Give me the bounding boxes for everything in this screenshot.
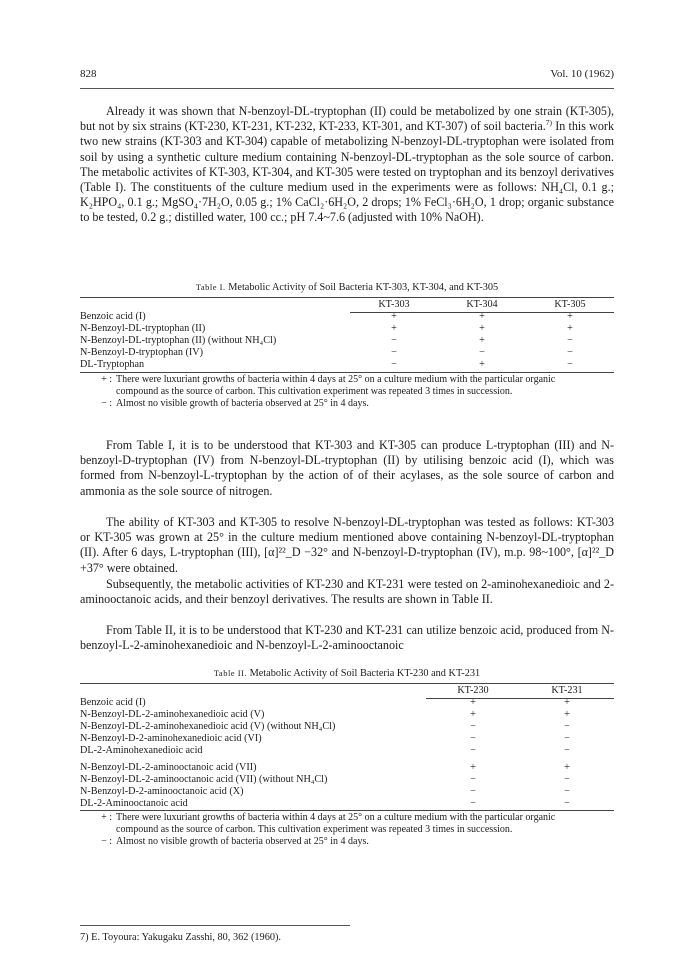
- paragraph-intro: [80, 104, 614, 226]
- cell: −: [470, 774, 476, 785]
- row-label: N-Benzoyl-DL-2-aminooctanoic acid (VII) (without NH₄Cl): [80, 774, 328, 785]
- cell: −: [564, 745, 570, 756]
- paragraph-2: From Table I, it is to be understood that KT-303 and KT-305 can produce L-tryptophan (III) and N-benzoyl-D-tryptophan (IV) from N-benzoyl-DL-tryptophan (II) by utilising benzoic acid (I), which was formed from N-benzoyl-L-tryptophan by the action of of their acylases, as the sole source of carbon and ammonia as the sole source of nitrogen.: [80, 438, 614, 498]
- cell: +: [391, 323, 397, 334]
- cell: −: [470, 745, 476, 756]
- table2-bottom-rule: [80, 810, 614, 811]
- row-label: DL-2-Aminohexanedioic acid: [80, 745, 203, 756]
- cell: −: [567, 335, 573, 346]
- table-row: [80, 786, 614, 798]
- cell: −: [564, 786, 570, 797]
- row-label: N-Benzoyl-DL-tryptophan (II) (without NH₄Cl): [80, 335, 277, 346]
- cell: +: [470, 762, 476, 773]
- table2-caption: [80, 668, 614, 679]
- table-row: [80, 774, 614, 786]
- footnote: 7) E. Toyoura: Yakugaku Zasshi, 80, 362 (1960).: [80, 932, 282, 943]
- table2-notes: [80, 812, 614, 849]
- cell: −: [391, 335, 397, 346]
- table2: [80, 684, 614, 810]
- note-symbol: + :: [101, 812, 112, 823]
- row-label: N-Benzoyl-DL-2-aminooctanoic acid (VII): [80, 762, 257, 773]
- intro-text-cont: In this work two new strains (KT-303 and KT-304) capable of metabolizing N-benzoyl-DL-tryptophan were isolated from soil by using a synthetic culture medium containing N-benzoyl-DL-tryptophan as the sole source of carbon. The metabolic activites of KT-303, KT-304, and KT-305 were tested on tryptophan and its benzoyl derivatives (Table I). The constituents of the culture medium used in the experiments were as follows: NH₄Cl, 0.1 g.; K₂HPO₄, 0.1 g.; MgSO₄·7H₂O, 0.05 g.; 1% CaCl₂·6H₂O, 2 drops; 1% FeCl₃·6H₂O, 1 drop; organic substance to be tested, 0.2 g.; distilled water, 100 cc.; pH 7.4~7.6 (adjusted with 10% NaOH).: [80, 119, 614, 225]
- cell: +: [479, 359, 485, 370]
- table-row: [80, 347, 614, 359]
- cell: −: [564, 733, 570, 744]
- row-label: DL-Tryptophan: [80, 359, 145, 370]
- reference-marker: 7): [545, 118, 553, 128]
- row-label: DL-2-Aminooctanoic acid: [80, 798, 188, 809]
- row-label: N-Benzoyl-DL-tryptophan (II): [80, 323, 206, 334]
- row-label: N-Benzoyl-DL-2-aminohexanedioic acid (V) (without NH₄Cl): [80, 721, 336, 732]
- row-label: Benzoic acid (I): [80, 311, 146, 322]
- cell: +: [564, 762, 570, 773]
- table-row: [80, 757, 614, 774]
- cell: +: [479, 323, 485, 334]
- paragraph-4: Subsequently, the metabolic activities of KT-230 and KT-231 were tested on 2-aminohexanedioic and 2-aminooctanoic acids, and their benzoyl derivatives. The results are shown in Table II.: [80, 577, 614, 607]
- table-note: [80, 812, 614, 836]
- table1-header-rule: [350, 312, 614, 313]
- cell: −: [391, 359, 397, 370]
- table-note: [80, 836, 614, 848]
- intro-text: Already it was shown that N-benzoyl-DL-tryptophan (II) could be metabolized by one strain (KT-305), but not by six strains (KT-230, KT-231, KT-232, KT-233, KT-301, and KT-307) of soil bacteria.: [80, 104, 614, 134]
- cell: −: [567, 347, 573, 358]
- cell: −: [479, 347, 485, 358]
- table-row: [80, 335, 614, 347]
- cell: −: [564, 774, 570, 785]
- cell: −: [391, 347, 397, 358]
- table2-title: Metabolic Activity of Soil Bacteria KT-230 and KT-231: [249, 668, 481, 679]
- table1-col-header: KT-304: [466, 299, 498, 310]
- note-text: There were luxuriant growths of bacteria within 4 days at 25° on a culture medium with the particular organic compound as the source of carbon. This cultivation experiment was repeated 3 times in succession.: [116, 812, 556, 836]
- table-note: [80, 398, 614, 410]
- table-row: [80, 359, 614, 371]
- cell: +: [470, 697, 476, 708]
- note-text: Almost no visible growth of bacteria observed at 25° in 4 days.: [116, 836, 369, 848]
- table2-col-header: KT-231: [551, 685, 583, 696]
- note-symbol: + :: [101, 374, 112, 385]
- table1: [80, 298, 614, 371]
- table1-col-header: KT-305: [554, 299, 586, 310]
- table1-notes: [80, 374, 614, 411]
- cell: −: [470, 733, 476, 744]
- footnote-rule: [80, 925, 350, 926]
- volume-label: Vol. 10 (1962): [550, 68, 614, 80]
- table-note: [80, 374, 614, 398]
- table1-caption: [80, 282, 614, 293]
- cell: −: [470, 721, 476, 732]
- paragraph-3: The ability of KT-303 and KT-305 to resolve N-benzoyl-DL-tryptophan was tested as follows: KT-303 or KT-305 was grown at 25° in the culture medium mentioned above containing N-benzoyl-DL-tryptophan (II). After 6 days, L-tryptophan (III), [α]²²_D −32° and N-benzoyl-D-tryptophan (IV), m.p. 98~100°, [α]²²_D +37° were obtained.: [80, 515, 614, 575]
- row-label: Benzoic acid (I): [80, 697, 146, 708]
- running-header: [80, 68, 614, 84]
- cell: +: [479, 335, 485, 346]
- table-row: [80, 721, 614, 733]
- table2-header-row: [80, 684, 614, 697]
- header-rule: [80, 88, 614, 89]
- table1-col-header: KT-303: [378, 299, 410, 310]
- cell: +: [564, 709, 570, 720]
- cell: −: [564, 721, 570, 732]
- table-row: [80, 745, 614, 757]
- table1-bottom-rule: [80, 372, 614, 373]
- note-symbol: − :: [101, 836, 112, 848]
- note-text: Almost no visible growth of bacteria observed at 25° in 4 days.: [116, 398, 369, 410]
- table1-label: Table I.: [195, 282, 226, 292]
- cell: −: [567, 359, 573, 370]
- cell: +: [470, 709, 476, 720]
- note-text: There were luxuriant growths of bacteria within 4 days at 25° on a culture medium with the particular organic compound as the source of carbon. This cultivation experiment was repeated 3 times in succession.: [116, 374, 556, 398]
- cell: +: [567, 323, 573, 334]
- row-label: N-Benzoyl-D-2-aminohexanedioic acid (VI): [80, 733, 262, 744]
- row-label: N-Benzoyl-D-2-aminooctanoic acid (X): [80, 786, 244, 797]
- row-label: N-Benzoyl-D-tryptophan (IV): [80, 347, 204, 358]
- row-label: N-Benzoyl-DL-2-aminohexanedioic acid (V): [80, 709, 265, 720]
- page-number: 828: [80, 68, 97, 80]
- table2-col-header: KT-230: [457, 685, 489, 696]
- paragraph-5: From Table II, it is to be understood that KT-230 and KT-231 can utilize benzoic acid, produced from N-benzoyl-L-2-aminohexanedioic and N-benzoyl-L-2-aminooctanoic: [80, 623, 614, 653]
- note-symbol: − :: [101, 398, 112, 410]
- cell: −: [470, 798, 476, 809]
- table-row: [80, 798, 614, 810]
- table-row: [80, 733, 614, 745]
- table-row: [80, 323, 614, 335]
- table1-header-row: [80, 298, 614, 311]
- table2-header-rule: [426, 698, 614, 699]
- cell: +: [479, 311, 485, 322]
- cell: +: [391, 311, 397, 322]
- table1-title: Metabolic Activity of Soil Bacteria KT-303, KT-304, and KT-305: [228, 282, 499, 293]
- table-row: [80, 709, 614, 721]
- cell: +: [567, 311, 573, 322]
- table2-label: Table II.: [213, 668, 247, 678]
- cell: +: [564, 697, 570, 708]
- cell: −: [564, 798, 570, 809]
- cell: −: [470, 786, 476, 797]
